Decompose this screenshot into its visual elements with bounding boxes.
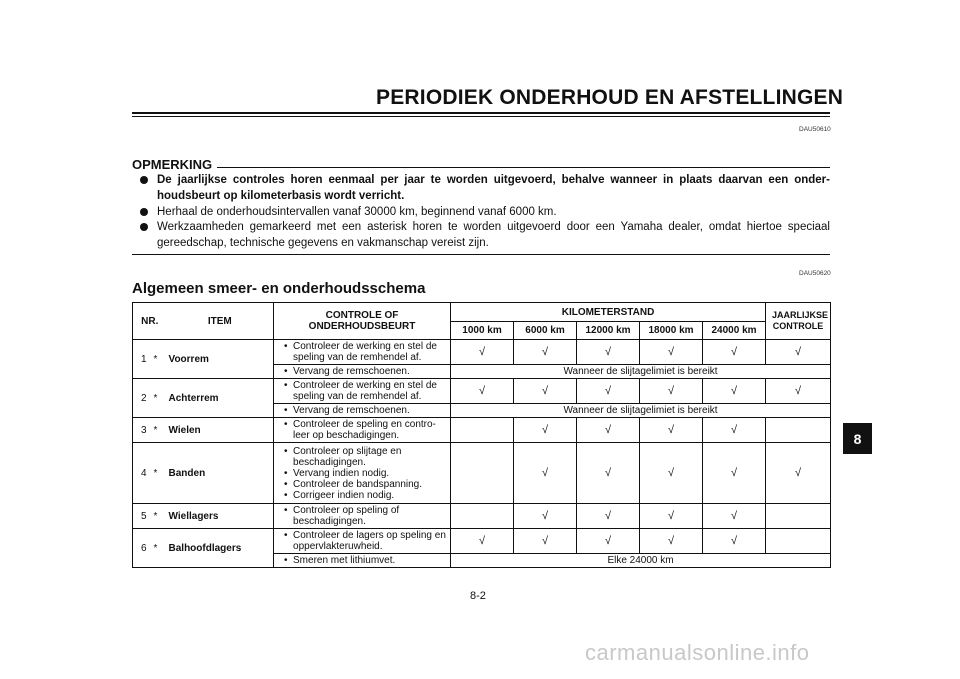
note-heading-rule — [217, 167, 830, 168]
reference-code: DAU50620 — [799, 270, 831, 277]
item-name: Achterrem — [167, 379, 274, 418]
row-number: 1 — [133, 340, 154, 379]
check-mark: √ — [703, 340, 766, 365]
note-bullet — [140, 219, 830, 251]
row-number: 4 — [133, 443, 154, 504]
check-mark: √ — [766, 443, 831, 504]
asterisk-marker: * — [154, 504, 167, 529]
check-mark: √ — [514, 418, 577, 443]
check-mark: √ — [766, 340, 831, 365]
header-check: CONTROLE OF ONDERHOUDSBEURT — [274, 303, 451, 340]
item-name: Wiellagers — [167, 504, 274, 529]
check-mark: √ — [514, 443, 577, 504]
action-text: • Controleer de werking en stel de speling van de remhendel af. — [284, 380, 448, 402]
table-row — [133, 529, 831, 554]
note-heading: OPMERKING — [132, 157, 213, 172]
check-mark: √ — [640, 340, 703, 365]
interval-note: Elke 24000 km — [451, 554, 831, 568]
bullet-icon — [140, 223, 148, 231]
bullet-icon — [140, 176, 148, 184]
check-action — [274, 504, 451, 529]
check-mark: √ — [451, 379, 514, 404]
check-mark: √ — [703, 418, 766, 443]
asterisk-marker: * — [154, 529, 167, 568]
watermark: carmanualsonline.info — [585, 640, 810, 665]
check-mark: √ — [766, 379, 831, 404]
empty-cell — [451, 504, 514, 529]
action-text: • Controleer de speling en controleer op beschadigingen. — [284, 419, 448, 441]
check-action — [274, 340, 451, 365]
item-name: Wielen — [167, 418, 274, 443]
note-bullet-text: Herhaal de onderhoudsintervallen vanaf 30000 km, beginnend vanaf 6000 km. — [157, 206, 557, 218]
header-nr: NR. — [133, 303, 167, 340]
header-km: KILOMETERSTAND — [451, 303, 766, 322]
check-mark: √ — [640, 418, 703, 443]
action-text: • Controleer de werking en stel de speling van de remhendel af. — [284, 341, 448, 363]
check-mark: √ — [640, 504, 703, 529]
note-bullet-text: De jaarlijkse controles horen eenmaal per jaar te worden uitgevoerd, behalve wanneer in plaats daarvan een onderhoudsbeurt op kilometerbasis wordt verricht. — [157, 174, 830, 202]
check-action — [274, 404, 451, 418]
check-action — [274, 379, 451, 404]
table-row — [133, 340, 831, 365]
check-mark: √ — [640, 529, 703, 554]
action-text: • Controleer de bandspanning. — [284, 479, 448, 490]
check-mark: √ — [451, 340, 514, 365]
check-action — [274, 529, 451, 554]
action-text: • Vervang de remschoenen. — [284, 405, 448, 416]
action-text: • Vervang de remschoenen. — [284, 366, 448, 377]
check-mark: √ — [514, 529, 577, 554]
bullet-icon — [140, 208, 148, 216]
interval-note: Wanneer de slijtagelimiet is bereikt — [451, 365, 831, 379]
note-end-rule — [132, 254, 830, 255]
note-bullet-text: Werkzaamheden gemarkeerd met een asterisk horen te worden uitgevoerd door een Yamaha dealer, omdat hiertoe speciaal gereedschap, technische gegevens en vakmanschap vereist zijn. — [157, 221, 830, 249]
item-name: Balhoofdlagers — [167, 529, 274, 568]
interval-note: Wanneer de slijtagelimiet is bereikt — [451, 404, 831, 418]
check-mark: √ — [577, 418, 640, 443]
header-annual: JAARLIJKSE CONTROLE — [766, 303, 831, 340]
header-km-col: 18000 km — [640, 322, 703, 340]
empty-cell — [766, 529, 831, 554]
check-action — [274, 443, 451, 504]
table-row — [133, 443, 831, 504]
note-bullet — [140, 204, 830, 220]
row-number: 2 — [133, 379, 154, 418]
asterisk-marker: * — [154, 418, 167, 443]
check-mark: √ — [640, 379, 703, 404]
check-mark: √ — [577, 379, 640, 404]
empty-cell — [766, 504, 831, 529]
check-mark: √ — [451, 529, 514, 554]
check-action — [274, 418, 451, 443]
empty-cell — [451, 443, 514, 504]
header-km-col: 24000 km — [703, 322, 766, 340]
table-row — [133, 418, 831, 443]
header-km-col: 12000 km — [577, 322, 640, 340]
asterisk-marker: * — [154, 443, 167, 504]
header-rule — [132, 112, 830, 114]
page-number: 8-2 — [470, 590, 486, 602]
check-mark: √ — [577, 504, 640, 529]
check-mark: √ — [514, 340, 577, 365]
action-text: • Controleer op speling of beschadigingen. — [284, 505, 448, 527]
check-mark: √ — [703, 504, 766, 529]
header-item: ITEM — [167, 303, 274, 340]
check-mark: √ — [640, 443, 703, 504]
action-text: • Corrigeer indien nodig. — [284, 490, 448, 501]
check-mark: √ — [514, 504, 577, 529]
check-action — [274, 554, 451, 568]
table-row — [133, 379, 831, 404]
maintenance-schedule-table — [132, 302, 831, 568]
check-mark: √ — [577, 529, 640, 554]
table-row — [133, 504, 831, 529]
header-km-col: 6000 km — [514, 322, 577, 340]
page-header-title: PERIODIEK ONDERHOUD EN AFSTELLINGEN — [376, 86, 844, 109]
check-mark: √ — [703, 443, 766, 504]
reference-code: DAU50610 — [799, 126, 831, 133]
action-text: • Vervang indien nodig. — [284, 468, 448, 479]
chapter-tab: 8 — [843, 423, 872, 454]
row-number: 6 — [133, 529, 154, 568]
empty-cell — [451, 418, 514, 443]
action-text: • Smeren met lithiumvet. — [284, 555, 448, 566]
check-mark: √ — [703, 379, 766, 404]
check-mark: √ — [514, 379, 577, 404]
header-km-col: 1000 km — [451, 322, 514, 340]
asterisk-marker: * — [154, 340, 167, 379]
header-rule-thin — [132, 116, 830, 117]
section-title: Algemeen smeer- en onderhoudsschema — [132, 280, 426, 297]
asterisk-marker: * — [154, 379, 167, 418]
check-action — [274, 365, 451, 379]
action-text: • Controleer op slijtage en beschadigingen. — [284, 446, 448, 468]
row-number: 5 — [133, 504, 154, 529]
action-text: • Controleer de lagers op speling en oppervlakteruwheid. — [284, 530, 448, 552]
row-number: 3 — [133, 418, 154, 443]
item-name: Voorrem — [167, 340, 274, 379]
check-mark: √ — [577, 340, 640, 365]
item-name: Banden — [167, 443, 274, 504]
check-mark: √ — [703, 529, 766, 554]
check-mark: √ — [577, 443, 640, 504]
empty-cell — [766, 418, 831, 443]
note-bullet — [140, 172, 830, 204]
